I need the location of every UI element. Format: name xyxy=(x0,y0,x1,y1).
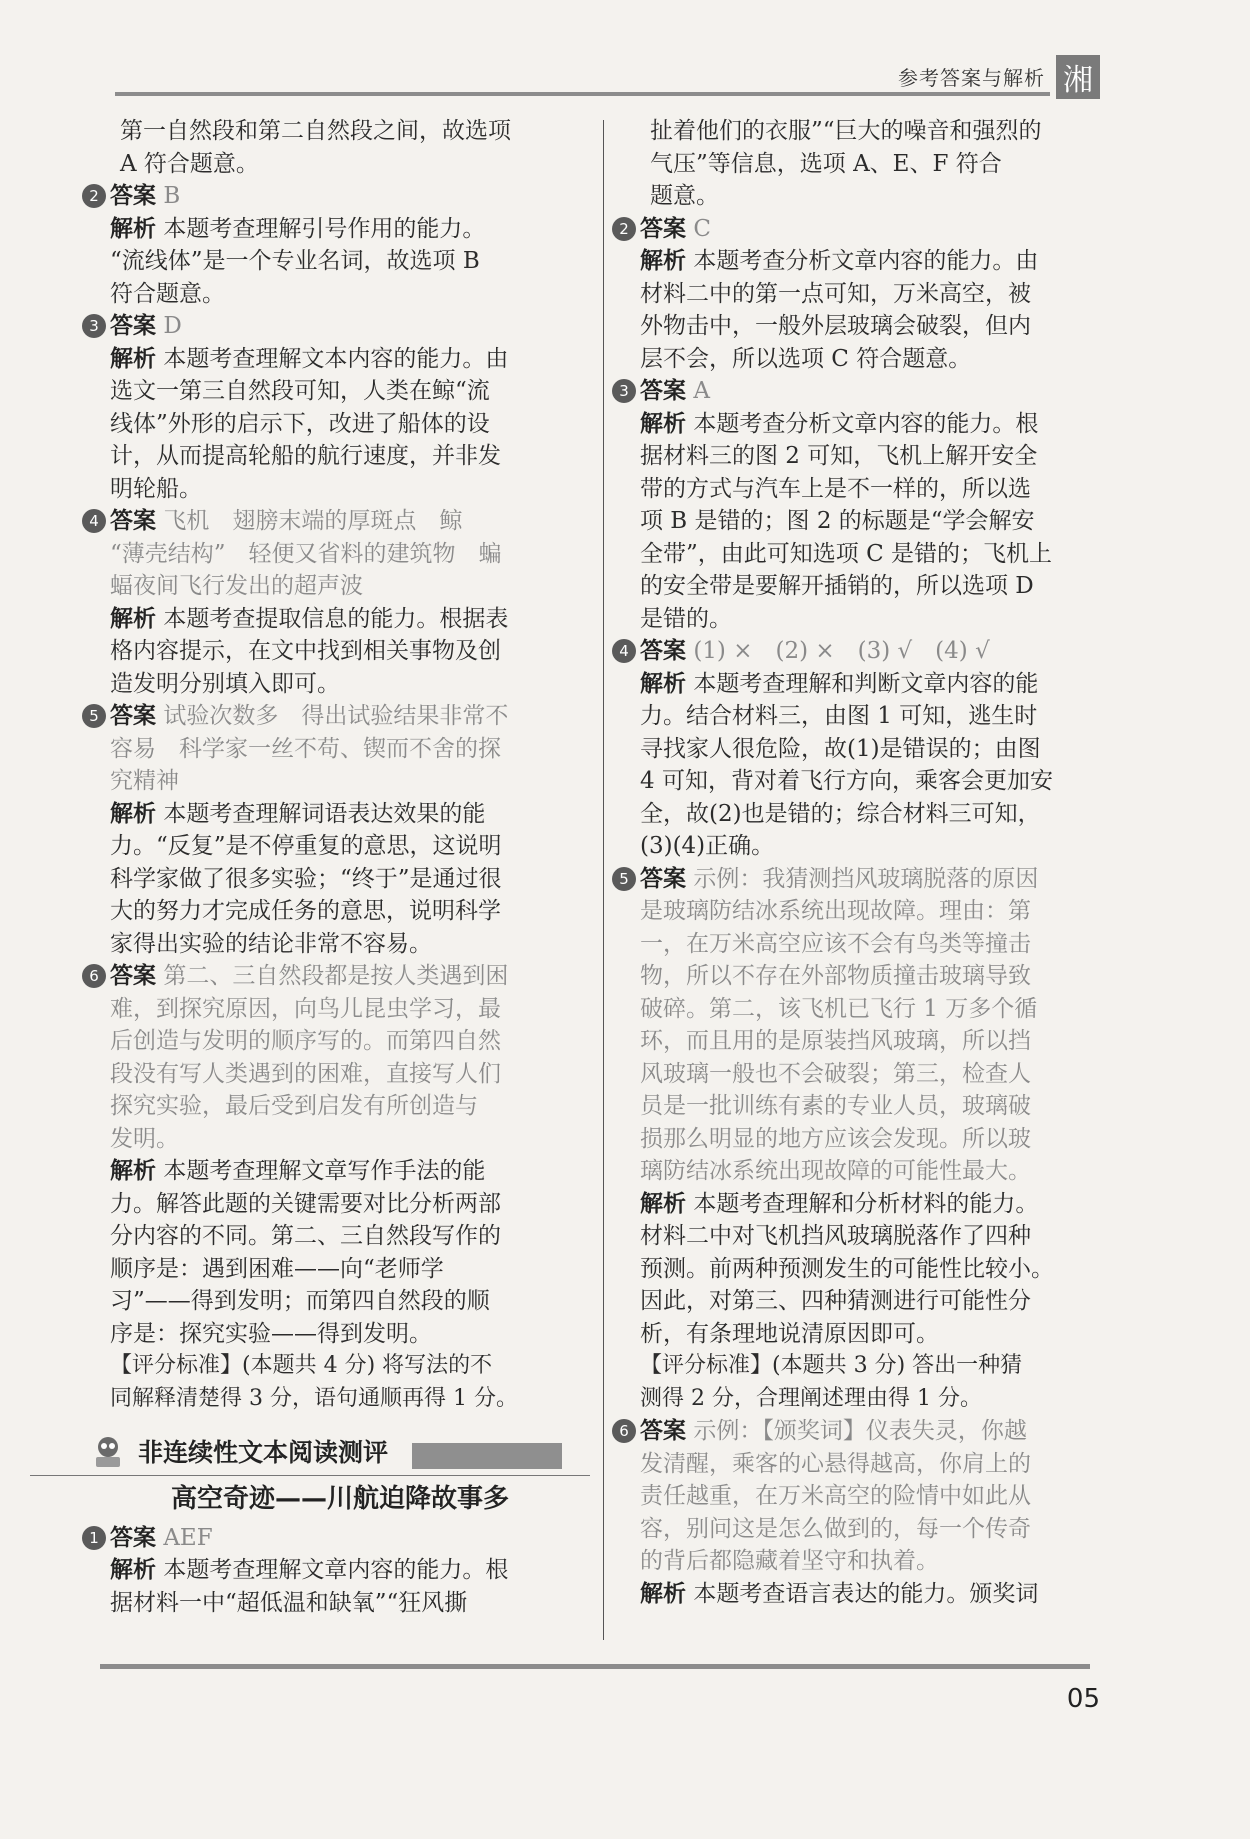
answer-value: D xyxy=(163,313,182,339)
text-line: “流线体”是一个专业名词，故选项 B xyxy=(110,248,480,274)
question-number: 3 xyxy=(612,379,636,403)
question-number: 6 xyxy=(82,964,106,988)
text-line: 序是：探究实验——得到发明。 xyxy=(110,1320,432,1347)
answer-value: (1) × (2) × (3) √ (4) √ xyxy=(693,638,990,664)
answer-value: 员是一批训练有素的专业人员，玻璃破 xyxy=(640,1093,1031,1119)
text-line: 大的努力才完成任务的意思，说明科学 xyxy=(110,898,501,924)
header-badge: 湘 xyxy=(1056,55,1100,99)
question-item-5 xyxy=(89,700,570,960)
text-line: 层不会，所以选项 C 符合题意。 xyxy=(640,345,972,372)
text-line: 据材料一中“超低温和缺氧”“狂风撕 xyxy=(110,1589,468,1616)
answer-label: 答案 xyxy=(640,1418,686,1444)
answer-value: 环，而且用的是原装挡风玻璃，所以挡 xyxy=(640,1028,1031,1054)
text-line: 格内容提示，在文中找到相关事物及创 xyxy=(110,638,501,664)
header-title: 参考答案与解析 xyxy=(898,66,1045,90)
question-number: 6 xyxy=(612,1419,636,1443)
text-line: 力。“反复”是不停重复的意思，这说明 xyxy=(110,833,502,859)
text-line: 项 B 是错的；图 2 的标题是“学会解安 xyxy=(640,508,1035,534)
answer-label: 答案 xyxy=(640,638,686,664)
answer-label: 答案 xyxy=(640,865,686,892)
answer-value: B xyxy=(163,183,181,209)
section-banner xyxy=(110,1433,570,1477)
text-line: 力。解答此题的关键需要对比分析两部 xyxy=(110,1190,501,1217)
analysis-label: 解析 xyxy=(110,215,156,242)
answer-value: 是玻璃防结冰系统出现故障。理由：第 xyxy=(640,898,1031,924)
answer-label: 答案 xyxy=(110,1524,156,1551)
section-title: 非连续性文本阅读测评 xyxy=(138,1438,389,1467)
answer-value: “薄壳结构” 轻便又省料的建筑物 蝙 xyxy=(110,540,502,567)
answer-value: A xyxy=(693,378,710,404)
grading-criteria: 【评分标准】(本题共 4 分) 将写法的不 xyxy=(110,1353,493,1378)
answer-value: 蝠夜间飞行发出的超声波 xyxy=(110,573,363,599)
text-line: 符合题意。 xyxy=(110,280,225,307)
text-line: 是错的。 xyxy=(640,605,732,632)
question-number: 4 xyxy=(82,509,106,533)
answer-label: 答案 xyxy=(110,183,156,209)
answer-value: 责任越重，在万米高空的险情中如此从 xyxy=(640,1483,1031,1509)
answer-value: 试验次数多 得出试验结果非常不 xyxy=(163,703,509,729)
answer-value: C xyxy=(693,215,711,242)
text-line: 计，从而提高轮船的航行速度，并非发 xyxy=(110,443,501,469)
text-line: 据材料三的图 2 可知，飞机上解开安全 xyxy=(640,443,1038,469)
question-item-6 xyxy=(619,1415,1110,1610)
text-line: 习”——得到发明；而第四自然段的顺 xyxy=(110,1288,490,1314)
answer-value: 一，在万米高空应该不会有鸟类等撞击 xyxy=(640,930,1031,957)
answer-value: 损那么明显的地方应该会发现。所以玻 xyxy=(640,1125,1031,1152)
answer-value: 发清醒，乘客的心悬得越高，你肩上的 xyxy=(640,1450,1031,1477)
question-item-5 xyxy=(619,863,1110,1416)
text-line: 全带”，由此可知选项 C 是错的；飞机上 xyxy=(640,540,1052,567)
answer-value: 第二、三自然段都是按人类遇到困 xyxy=(163,963,509,989)
analysis-label: 解析 xyxy=(640,1190,686,1217)
question-number: 2 xyxy=(82,184,106,208)
question-item-2 xyxy=(89,180,570,310)
question-item-1 xyxy=(89,1522,570,1620)
answer-label: 答案 xyxy=(640,378,686,404)
analysis-label: 解析 xyxy=(110,800,156,827)
article-title: 高空奇迹——川航迫降故事多 xyxy=(170,1484,509,1514)
text-line: 造发明分别填入即可。 xyxy=(110,670,340,697)
answer-label: 答案 xyxy=(110,313,156,339)
text-line: 选文一第三自然段可知，人类在鲸“流 xyxy=(110,378,490,404)
text-line: 的安全带是要解开插销的，所以选项 D xyxy=(640,573,1034,599)
text-line: 材料二中的第一点可知，万米高空，被 xyxy=(640,280,1031,307)
text-line: 扯着他们的衣服”“巨大的噪音和强烈的 xyxy=(650,118,1042,144)
answer-value: 璃防结冰系统出现故障的可能性最大。 xyxy=(640,1158,1031,1184)
question-item-4 xyxy=(619,635,1110,863)
text-line: 线体”外形的启示下，改进了船体的设 xyxy=(110,410,490,437)
text-line: 本题考查分析文章内容的能力。根 xyxy=(693,410,1039,437)
question-number: 1 xyxy=(82,1526,106,1550)
answer-value: 物，所以不存在外部物质撞击玻璃导致 xyxy=(640,963,1031,989)
text-line: 气压”等信息，选项 A、E、F 符合 xyxy=(650,150,1002,177)
text-line: (3)(4)正确。 xyxy=(640,833,775,859)
text-line: 本题考查理解词语表达效果的能 xyxy=(163,800,486,827)
text-line: 材料二中对飞机挡风玻璃脱落作了四种 xyxy=(640,1223,1031,1249)
answer-value: 发明。 xyxy=(110,1125,179,1152)
question-item-4 xyxy=(89,505,570,700)
analysis-label: 解析 xyxy=(640,248,686,274)
left-intro xyxy=(110,115,570,180)
right-column xyxy=(619,115,1110,1610)
answer-value: 容易 科学家一丝不苟、锲而不舍的探 xyxy=(110,735,501,762)
analysis-label: 解析 xyxy=(640,410,686,437)
text-line: 带的方式与汽车上是不一样的，所以选 xyxy=(640,475,1031,502)
question-item-6 xyxy=(89,960,570,1415)
analysis-label: 解析 xyxy=(110,1158,156,1184)
answer-value: AEF xyxy=(163,1524,213,1551)
text-line: 分内容的不同。第二、三自然段写作的 xyxy=(110,1223,501,1249)
answer-label: 答案 xyxy=(640,215,686,242)
section-bar xyxy=(412,1443,562,1469)
text-line: 明轮船。 xyxy=(110,475,202,502)
answer-value: 示例：我猜测挡风玻璃脱落的原因 xyxy=(693,865,1039,892)
text-line: 顺序是：遇到困难——向“老师学 xyxy=(110,1255,444,1282)
answer-value: 容，别问这是怎么做到的，每一个传奇 xyxy=(640,1515,1031,1542)
answer-value: 风玻璃一般也不会破裂；第三，检查人 xyxy=(640,1060,1031,1087)
analysis-label: 解析 xyxy=(110,1557,156,1583)
text-line: 本题考查理解和判断文章内容的能 xyxy=(693,670,1039,697)
analysis-label: 解析 xyxy=(640,1580,686,1607)
text-line: 4 可知，背对着飞行方向，乘客会更加安 xyxy=(640,768,1053,794)
grading-criteria: 同解释清楚得 3 分，语句通顺再得 1 分。 xyxy=(110,1385,518,1411)
question-item-3 xyxy=(89,310,570,505)
grading-criteria: 【评分标准】(本题共 3 分) 答出一种猜 xyxy=(640,1353,1023,1378)
question-number: 3 xyxy=(82,314,106,338)
text-line: 力。结合材料三，由图 1 可知，逃生时 xyxy=(640,703,1038,729)
text-line: 第一自然段和第二自然段之间，故选项 xyxy=(120,118,511,144)
text-line: 析，有条理地说清原因即可。 xyxy=(640,1320,939,1347)
answer-label: 答案 xyxy=(110,508,156,534)
text-line: 科学家做了很多实验；“终于”是通过很 xyxy=(110,865,502,892)
question-number: 2 xyxy=(612,217,636,241)
answer-value: 飞机 翅膀末端的厚斑点 鲸 xyxy=(163,508,463,534)
answer-value: 的背后都隐藏着坚守和执着。 xyxy=(640,1548,939,1574)
text-line: 本题考查理解文本内容的能力。由 xyxy=(163,345,509,372)
text-line: 题意。 xyxy=(650,183,719,209)
grading-criteria: 测得 2 分，合理阐述理由得 1 分。 xyxy=(640,1385,982,1411)
text-line: 外物击中，一般外层玻璃会破裂，但内 xyxy=(640,313,1031,339)
question-item-3 xyxy=(619,375,1110,635)
text-line: 本题考查理解文章写作手法的能 xyxy=(163,1158,486,1184)
text-line: 寻找家人很危险，故(1)是错误的；由图 xyxy=(640,735,1041,762)
answer-value: 探究实验，最后受到启发有所创造与 xyxy=(110,1093,478,1119)
text-line: 全，故(2)也是错的；综合材料三可知， xyxy=(640,800,1041,827)
section-underline xyxy=(30,1475,590,1476)
answer-value: 示例：【颁奖词】仪表失灵，你越 xyxy=(693,1418,1027,1444)
analysis-label: 解析 xyxy=(110,345,156,372)
text-line: 本题考查提取信息的能力。根据表 xyxy=(163,605,509,632)
text-line: 本题考查语言表达的能力。颁奖词 xyxy=(693,1580,1039,1607)
text-line: 本题考查分析文章内容的能力。由 xyxy=(693,248,1039,274)
answer-value: 段没有写人类遇到的困难，直接写人们 xyxy=(110,1060,501,1087)
text-line: 家得出实验的结论非常不容易。 xyxy=(110,930,432,957)
text-line: 本题考查理解和分析材料的能力。 xyxy=(693,1190,1039,1217)
left-column xyxy=(89,115,570,1619)
reader-icon xyxy=(92,1435,124,1469)
question-number: 5 xyxy=(612,867,636,891)
header-rule xyxy=(115,92,1050,96)
answer-value: 破碎。第二，该飞机已飞行 1 万多个循 xyxy=(640,995,1038,1022)
page-number: 05 xyxy=(1066,1684,1100,1714)
question-item-2 xyxy=(619,213,1110,376)
text-line: A 符合题意。 xyxy=(120,150,259,177)
column-divider xyxy=(603,120,604,1640)
text-line: 本题考查理解文章内容的能力。根 xyxy=(163,1557,509,1583)
text-line: 预测。前两种预测发生的可能性比较小。 xyxy=(640,1255,1054,1282)
answer-label: 答案 xyxy=(110,963,156,989)
footer-rule xyxy=(100,1664,1090,1669)
answer-value: 究精神 xyxy=(110,768,179,794)
text-line: 本题考查理解引号作用的能力。 xyxy=(163,215,486,242)
analysis-label: 解析 xyxy=(110,605,156,632)
answer-label: 答案 xyxy=(110,703,156,729)
answer-value: 难，到探究原因，向鸟儿昆虫学习，最 xyxy=(110,995,501,1022)
right-intro xyxy=(640,115,1110,213)
text-line: 因此，对第三、四种猜测进行可能性分 xyxy=(640,1288,1031,1314)
question-number: 5 xyxy=(82,704,106,728)
analysis-label: 解析 xyxy=(640,670,686,697)
question-number: 4 xyxy=(612,639,636,663)
answer-value: 后创造与发明的顺序写的。而第四自然 xyxy=(110,1028,501,1054)
